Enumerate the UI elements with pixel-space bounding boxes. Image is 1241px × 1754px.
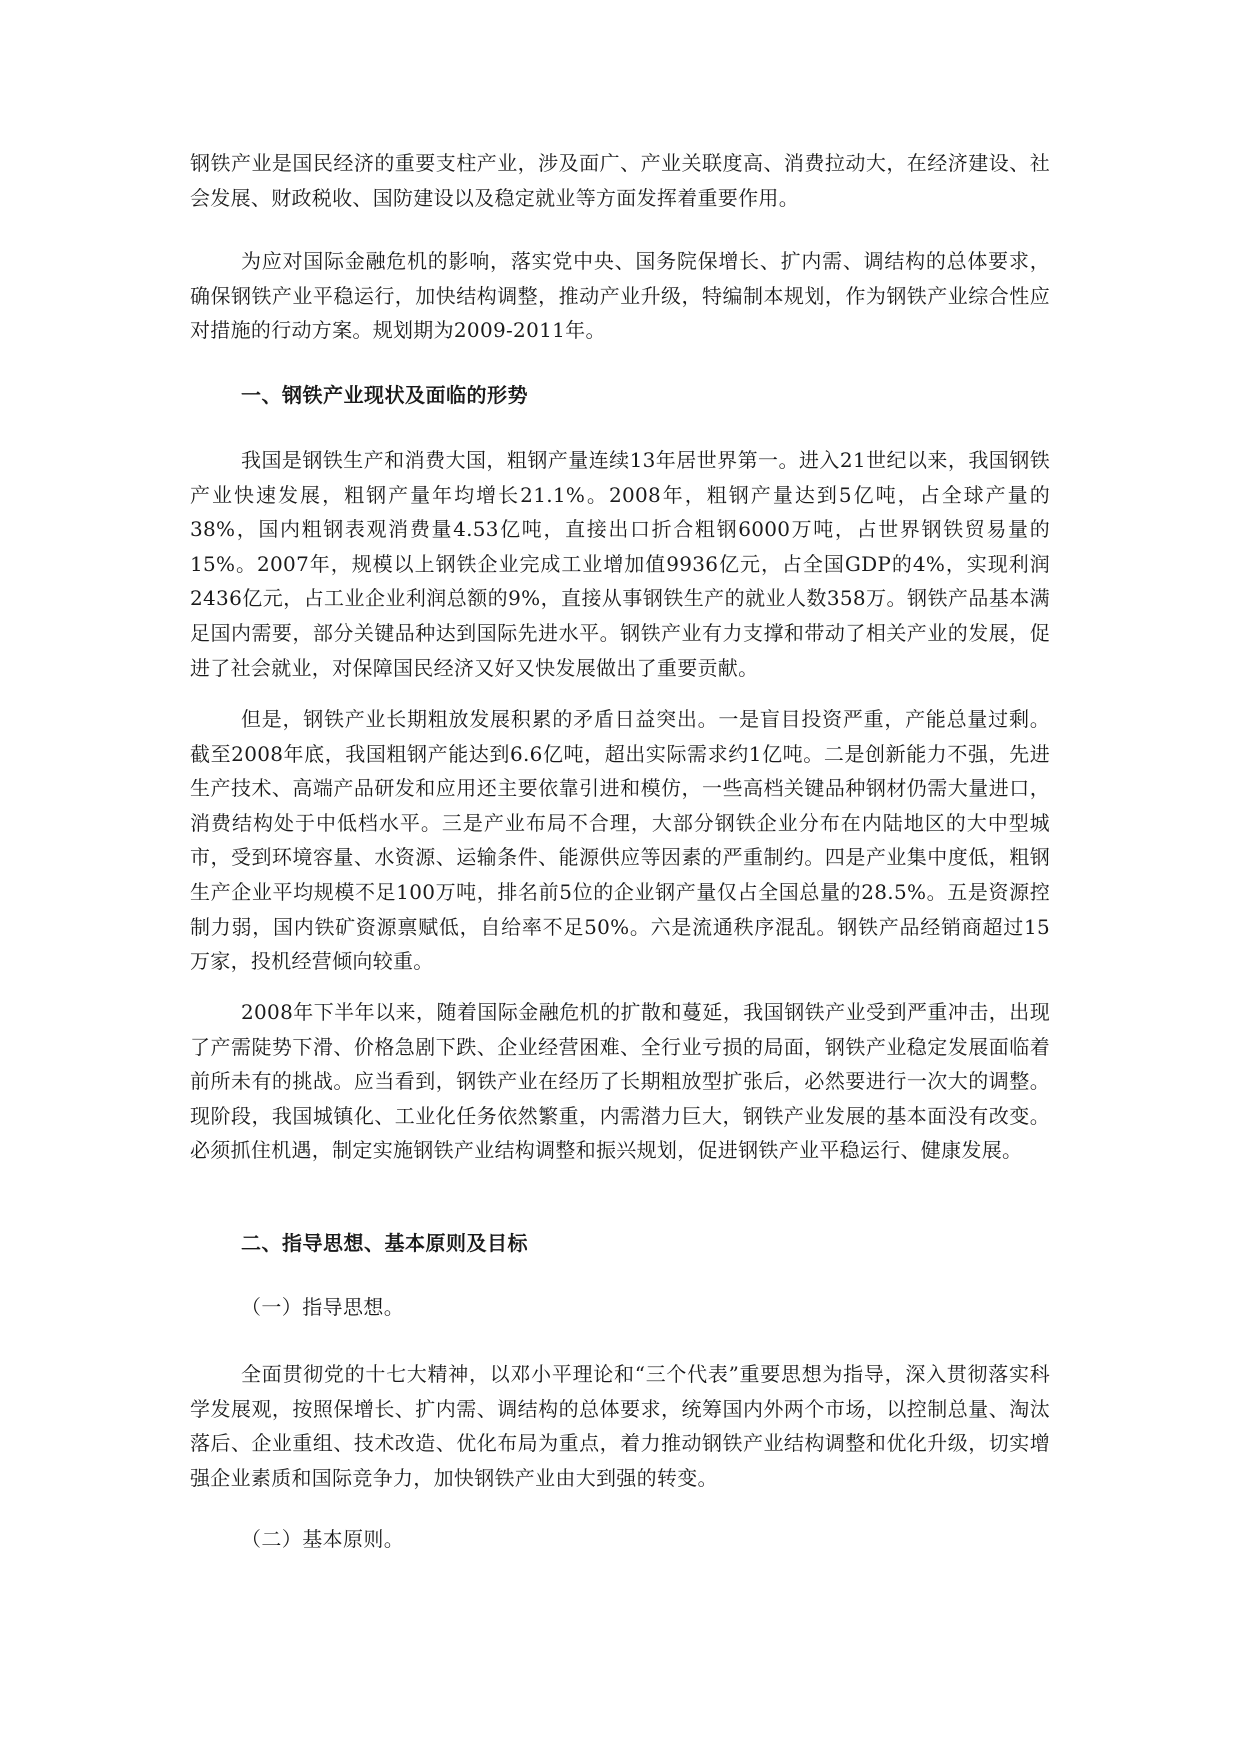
problems-paragraph: 但是，钢铁产业长期粗放发展积累的矛盾日益突出。一是盲目投资严重，产能总量过剩。截至2008年底，我国粗钢产能达到6.6亿吨，超出实际需求约1亿吨。二是创新能力不强，先进生产技术、高端产品研发和应用还主要依靠引进和模仿，一些高档关键品种钢材仍需大量进口，消费结构处于中低档水平。三是产业布局不合理，大部分钢铁企业分布在内陆地区的大中型城市，受到环境容量、水资源、运输条件、能源供应等因素的严重制约。四是产业集中度低，粗钢生产企业平均规模不足100万吨，排名前5位的企业钢产量仅占全国总量的28.5%。五是资源控制力弱，国内铁矿资源禀赋低，自给率不足50%。六是流通秩序混乱。钢铁产品经销商超过15万家，投机经营倾向较重。 [190, 707, 1050, 974]
status-paragraph: 我国是钢铁生产和消费大国，粗钢产量连续13年居世界第一。进入21世纪以来，我国钢铁产业快速发展，粗钢产量年均增长21.1%。2008年，粗钢产量达到5亿吨，占全球产量的38%，国内粗钢表观消费量4.53亿吨，直接出口折合粗钢6000万吨，占世界钢铁贸易量的15%。2007年，规模以上钢铁企业完成工业增加值9936亿元，占全国GDP的4%，实现利润2436亿元，占工业企业利润总额的9%，直接从事钢铁生产的就业人数358万。钢铁产品基本满足国内需要，部分关键品种达到国际先进水平。钢铁产业有力支撑和带动了相关产业的发展，促进了社会就业，对保障国民经济又好又快发展做出了重要贡献。 [190, 448, 1050, 680]
subsection-heading-1: （一）指导思想。 [241, 1295, 405, 1319]
crisis-paragraph: 2008年下半年以来，随着国际金融危机的扩散和蔓延，我国钢铁产业受到严重冲击，出现了产需陡势下滑、价格急剧下跌、企业经营困难、全行业亏损的局面，钢铁产业稳定发展面临着前所未有的挑战。应当看到，钢铁产业在经历了长期粗放型扩张后，必然要进行一次大的调整。现阶段，我国城镇化、工业化任务依然繁重，内需潜力巨大，钢铁产业发展的基本面没有改变。必须抓住机遇，制定实施钢铁产业结构调整和振兴规划，促进钢铁产业平稳运行、健康发展。 [190, 1000, 1050, 1163]
purpose-paragraph: 为应对国际金融危机的影响，落实党中央、国务院保增长、扩内需、调结构的总体要求，确保钢铁产业平稳运行，加快结构调整，推动产业升级，特编制本规划，作为钢铁产业综合性应对措施的行动方案。规划期为2009-2011年。 [190, 249, 1050, 343]
subsection-heading-2: （二）基本原则。 [241, 1527, 405, 1551]
section-heading-2: 二、指导思想、基本原则及目标 [241, 1231, 528, 1255]
guiding-paragraph: 全面贯彻党的十七大精神，以邓小平理论和“三个代表”重要思想为指导，深入贯彻落实科学发展观，按照保增长、扩内需、调结构的总体要求，统筹国内外两个市场，以控制总量、淘汰落后、企业重组、技术改造、优化布局为重点，着力推动钢铁产业结构调整和优化升级，切实增强企业素质和国际竞争力，加快钢铁产业由大到强的转变。 [190, 1362, 1050, 1490]
section-heading-1: 一、钢铁产业现状及面临的形势 [241, 383, 528, 407]
intro-paragraph: 钢铁产业是国民经济的重要支柱产业，涉及面广、产业关联度高、消费拉动大，在经济建设、社会发展、财政税收、国防建设以及稳定就业等方面发挥着重要作用。 [190, 151, 1050, 210]
